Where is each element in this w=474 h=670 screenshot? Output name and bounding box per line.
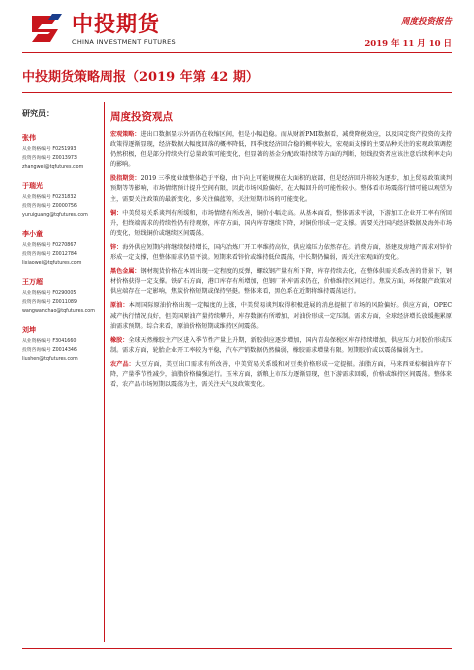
credential-id: F0231832	[52, 195, 77, 200]
credential-id: Z0013973	[52, 156, 77, 161]
analyst-credential	[22, 193, 102, 202]
analyst-email[interactable]: liushen@tqfutures.com	[22, 357, 78, 362]
paragraph-label: 股指期货：	[110, 175, 141, 183]
credential-label: 从业资格编号	[22, 339, 51, 344]
analyst-card	[22, 277, 102, 316]
strategy-paragraph	[110, 336, 452, 356]
credential-label: 投资咨询编号	[22, 300, 51, 305]
researcher-heading: 研究员：	[22, 108, 54, 118]
analyst-name: 张伟	[22, 133, 36, 142]
title-divider	[22, 92, 452, 93]
analyst-credential	[22, 298, 102, 307]
paragraph-text: 中美贸易关系谈判有所缓和，市场情绪有所改善，铜价小幅走高。从基本面看，整体需求平淡，下游加工企业开工率有所回升，但终端需求的持续性仍有待观察，库存方面，国内库存继续下降，对铜价形成一定支撑。需要关注国内经济数据及海外市场的变化，短线铜价或继续区间震荡。	[110, 209, 453, 237]
paragraph-label: 锌：	[110, 243, 123, 251]
credential-label: 投资咨询编号	[22, 204, 51, 209]
credential-label: 从业资格编号	[22, 147, 51, 152]
analyst-sidebar	[22, 108, 102, 373]
analyst-card	[22, 229, 102, 268]
analyst-name: 刘坤	[22, 325, 36, 334]
analyst-email[interactable]: wangwanchao@tqfutures.com	[22, 309, 95, 314]
analyst-credential	[22, 241, 102, 250]
paragraph-label: 橡胶：	[110, 336, 129, 344]
credential-label: 从业资格编号	[22, 195, 51, 200]
paragraph-text: 进出口数据显示外需仍在收缩区间，但是小幅趋稳。而从财新PMI数据看，减费降税效应，以及国定资产投资的支持政策得逐渐显现，经济数据大幅度回落的概率降低，四季度经济回合稳的概率较大，宏观面支撑的主要品种关注的宏观政策调控仍然积极，但是部分持续央行总量政策可能变化，但显著的基金分配政策持续等方面的判断，短线投资者应该注意后续利率走向的影响。	[110, 131, 453, 169]
paragraph-label: 农产品：	[110, 360, 135, 368]
credential-id: Z0000756	[52, 204, 77, 209]
paragraph-text: 海外供应短期内将继续保持增长，国内冶炼厂开工率维持高位，供应端压力依然存在。消费方面，基建及房地产需求对锌价形成一定支撑，但整体需求仍显平淡。短期来看锌价或维持低位震荡，中长期仍偏弱，需关注宏观面的变化。	[110, 243, 453, 262]
credential-id: F3041660	[52, 339, 77, 344]
analyst-card	[22, 181, 102, 220]
credential-label: 投资咨询编号	[22, 252, 51, 257]
analyst-list	[22, 133, 102, 364]
analyst-email[interactable]: zhangwei@tqfutures.com	[22, 165, 84, 170]
analyst-email[interactable]: lixiaowei@tqfutures.com	[22, 261, 82, 266]
analyst-name: 王万超	[22, 277, 43, 286]
paragraph-label: 宏观策略：	[110, 131, 141, 138]
section-title: 周度投资观点	[110, 111, 173, 123]
strategy-paragraph	[110, 209, 452, 239]
analyst-email[interactable]: yuruiguang@tqfutures.com	[22, 213, 88, 218]
credential-id: F0270867	[52, 243, 77, 248]
report-title: 中投期货策略周报（2019 年第 42 期）	[22, 70, 259, 85]
credential-label: 从业资格编号	[22, 243, 51, 248]
analyst-credential	[22, 145, 102, 154]
header-divider	[22, 52, 452, 53]
strategy-paragraph	[110, 301, 452, 331]
logo-english-name: CHINA INVESTMENT FUTURES	[72, 38, 176, 46]
credential-id: F0251993	[52, 147, 77, 152]
strategy-paragraph	[110, 130, 452, 170]
credential-label: 投资咨询编号	[22, 348, 51, 353]
strategy-paragraph	[110, 243, 452, 263]
report-body	[110, 130, 452, 394]
analyst-credential	[22, 202, 102, 211]
paragraph-label: 铜：	[110, 209, 123, 217]
analyst-name: 李小童	[22, 229, 43, 238]
analyst-credential	[22, 289, 102, 298]
report-date: 2019 年 11 月 10 日	[364, 39, 452, 49]
strategy-paragraph	[110, 174, 452, 204]
credential-label: 从业资格编号	[22, 291, 51, 296]
analyst-card	[22, 133, 102, 172]
analyst-credential	[22, 250, 102, 259]
logo-chinese-name: 中投期货	[72, 12, 160, 36]
vertical-divider	[104, 102, 105, 642]
footer-divider	[22, 648, 452, 649]
paragraph-text: 全球天然橡胶主产区进入季节性产量上升期，新胶供应逐步增加，国内青岛保税区库存持续增加，供应压力对胶价形成压制。需求方面，轮胎企业开工率较为平稳，汽车产销数据仍然偏弱，橡胶需求增量有限。短期胶价或以震荡偏弱为主。	[110, 336, 453, 354]
company-logo	[28, 8, 198, 52]
credential-id: Z0014346	[52, 348, 77, 353]
report-type: 周度投资报告	[400, 17, 452, 27]
analyst-credential	[22, 346, 102, 355]
analyst-card	[22, 325, 102, 364]
strategy-paragraph	[110, 360, 452, 390]
paragraph-text: 2019 三季度业绩整体趋于平稳，由下向上可能规模在大面积的底部，但是经济回升将较为逐步，加上贸易政策谈判预期等等影响，市场情绪预计提升空间有限，因此市场风险偏好，在大幅回升的可能性较小。整体看市场震荡行情可能以观望为主，需要关注政策的最新变化，多关注偏蓝筹，关注短期市场的可能变化。	[110, 175, 452, 203]
paragraph-text: 大豆方面，美豆出口需求有所改善，中美贸易关系缓和对豆类价格形成一定提振。油脂方面，马来西亚棕榈油库存下降，产量季节性减少，油脂价格偏强运行。玉米方面，新粮上市压力逐渐显现，但下游需求回暖，价格或维持区间震荡。整体来看，农产品市场短期以震荡为主，需关注天气及政策变化。	[110, 360, 453, 389]
paragraph-label: 黑色金属：	[110, 268, 141, 276]
company-logo-icon	[28, 10, 66, 48]
paragraph-label: 原油：	[110, 302, 129, 310]
credential-id: F0290005	[52, 291, 77, 296]
analyst-credential	[22, 337, 102, 346]
credential-id: Z0012784	[52, 252, 77, 257]
strategy-paragraph	[110, 267, 452, 297]
analyst-name: 于瑞光	[22, 181, 43, 190]
credential-id: Z0011089	[52, 300, 77, 305]
analyst-credential	[22, 154, 102, 163]
paragraph-text: 本周国际原油价格出现一定幅度的上涨，中美贸易谈判取得积极进展的消息提振了市场的风险偏好。供应方面，OPEC 减产执行情况良好，但美国原油产量持续攀升，库存数据有所增加，对油价形成一定压制。需求方面，全球经济增长放缓拖累原油需求预期。综合来看，原油价格短期或维持区间震荡。	[110, 302, 452, 330]
credential-label: 投资咨询编号	[22, 156, 51, 161]
paragraph-text: 钢材现货价格在本周出现一定程度的反弹，螺纹钢产量有所下降，库存持续去化，在整体供需关系改善的背景下，钢材价格获得一定支撑。铁矿石方面，港口库存有所增加，但钢厂补库需求仍在，价格维持区间运行。焦炭方面，环保限产政策对供应端存在一定影响，焦炭价格短期或保持坚挺。整体来看，黑色系在近期将维持震荡运行。	[110, 268, 453, 296]
